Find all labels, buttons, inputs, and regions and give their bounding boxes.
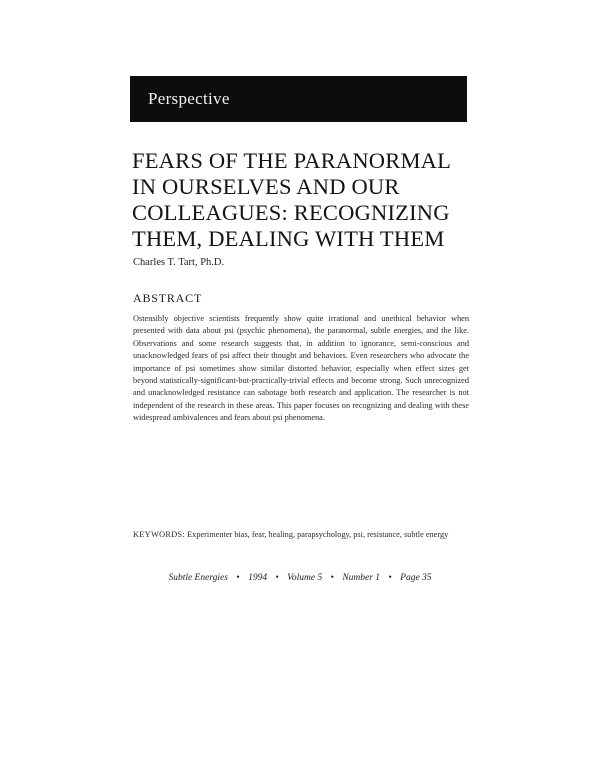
keywords-line	[133, 530, 468, 539]
title-line: THEM, DEALING WITH THEM	[132, 226, 445, 251]
abstract-heading: ABSTRACT	[133, 291, 203, 305]
author-name: Charles T. Tart, Ph.D.	[133, 257, 225, 268]
title-line: COLLEAGUES: RECOGNIZING	[132, 200, 450, 225]
footer-year: 1994	[248, 573, 268, 583]
footer-volume: Volume 5	[287, 573, 323, 583]
footer-separator: •	[330, 573, 334, 583]
footer-separator: •	[236, 573, 240, 583]
title-line: FEARS OF THE PARANORMAL	[132, 148, 452, 173]
section-banner	[130, 76, 467, 122]
article-title	[132, 148, 462, 252]
page-footer	[0, 573, 600, 583]
keywords-label: KEYWORDS:	[133, 530, 186, 539]
abstract-body: Ostensibly objective scientists frequently show quite irrational and unethical behavior when presented with data about psi (psychic phenomena), the paranormal, subtle energies, and the like. Observations and some research suggests that, in addition to ignorance, semi-conscious and unacknowledged fears of psi affect their thought and behaviors. Even researchers who advocate the importance of psi sometimes show similar distorted behavior, especially when effect sizes get beyond statistically-significant-but-practically-trivial effects and become strong. Such unrecognized and unacknowledged resistance can sabotage both research and application. The researcher is not independent of the research in these areas. This paper focuses on recognizing and dealing with these widespread ambivalences and fears about psi phenomena.	[133, 314, 469, 423]
footer-separator: •	[275, 573, 279, 583]
keywords-text: Experimenter bias, fear, healing, parapsychology, psi, resistance, subtle energy	[187, 530, 449, 539]
footer-separator: •	[388, 573, 392, 583]
footer-journal: Subtle Energies	[168, 573, 228, 583]
title-line: IN OURSELVES AND OUR	[132, 174, 400, 199]
section-label: Perspective	[148, 89, 230, 108]
footer-number: Number 1	[342, 573, 381, 583]
footer-page: Page 35	[400, 573, 432, 583]
